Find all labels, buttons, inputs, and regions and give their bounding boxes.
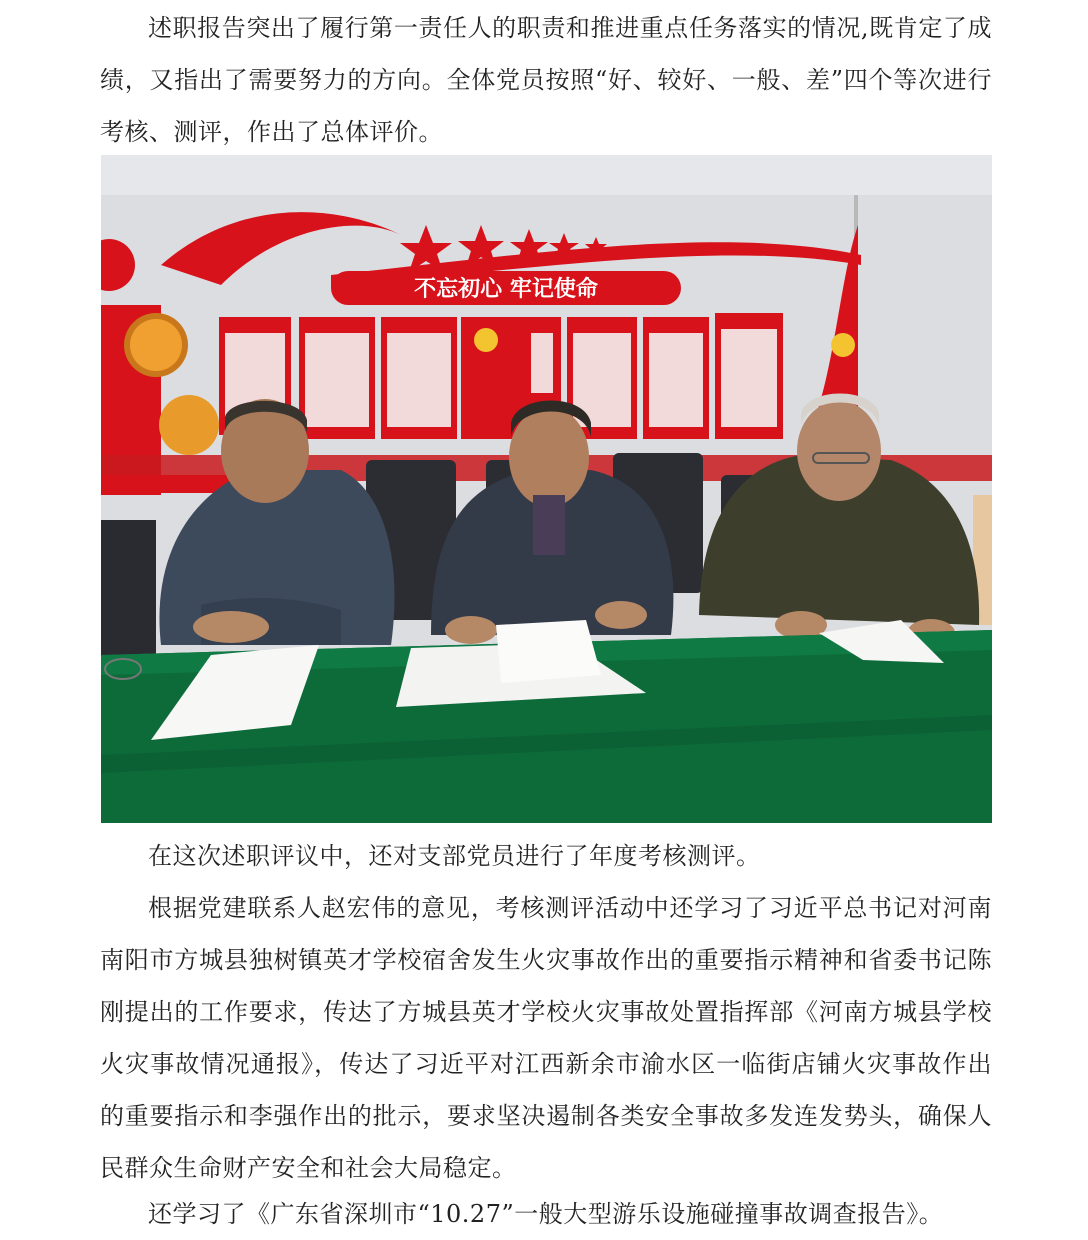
paragraph-1: 述职报告突出了履行第一责任人的职责和推进重点任务落实的情况,既肯定了成绩，又指出了需要努力的方向。全体党员按照“好、较好、一般、差”四个等次进行考核、测评，作出了总体评价。 bbox=[100, 14, 992, 146]
paragraph-4: 还学习了《广东省深圳市“10.27”一般大型游乐设施碰撞事故调查报告》。 bbox=[148, 1200, 944, 1228]
banner-text: 不忘初心 牢记使命 bbox=[414, 277, 598, 302]
paragraph-2: 在这次述职评议中，还对支部党员进行了年度考核测评。 bbox=[148, 842, 761, 870]
paragraph-3: 根据党建联系人赵宏伟的意见，考核测评活动中还学习了习近平总书记对河南南阳市方城县独树镇英才学校宿舍发生火灾事故作出的重要指示精神和省委书记陈刚提出的工作要求，传达了方城县英才学校火灾事故处置指挥部《河南方城县学校火灾事故情况通报》，传达了习近平对江西新余市渝水区一临街店铺火灾事故作出的重要指示和李强作出的批示，要求坚决遏制各类安全事故多发连发势头，确保人民群众生命财产安全和社会大局稳定。 bbox=[100, 894, 992, 1182]
meeting-photo bbox=[101, 155, 992, 823]
